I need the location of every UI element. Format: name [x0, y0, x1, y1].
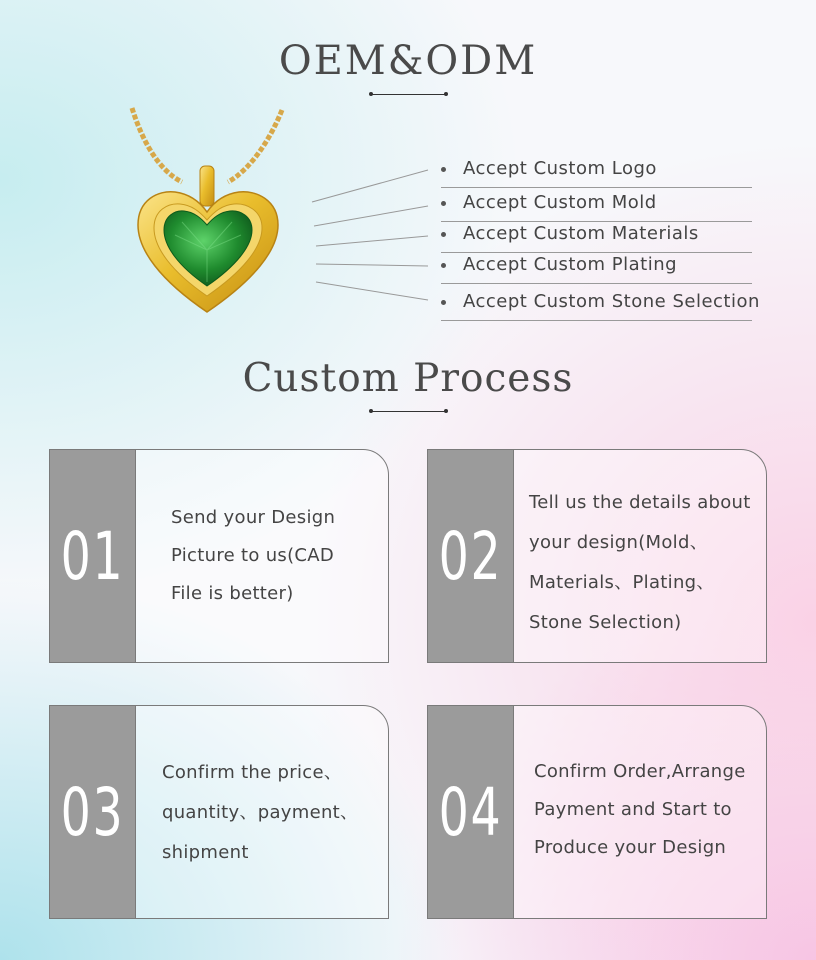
process-step-card: [49, 705, 389, 919]
step-number-block: [428, 450, 514, 662]
bullet-icon: [441, 300, 446, 305]
feature-item: [441, 220, 752, 253]
feature-label: Accept Custom Logo: [463, 158, 657, 179]
process-step-card: [427, 449, 767, 663]
process-step-card: [427, 705, 767, 919]
feature-label: Accept Custom Stone Selection: [463, 291, 760, 312]
process-step-card: [49, 449, 389, 663]
bullet-icon: [441, 232, 446, 237]
step-number: 04: [438, 773, 503, 851]
page-title: OEM&ODM: [278, 38, 538, 84]
bullet-icon: [441, 263, 446, 268]
heart-pendant-image: [120, 100, 300, 320]
feature-item: [441, 251, 752, 284]
step-number: 01: [60, 517, 125, 595]
title-divider: [369, 92, 448, 96]
feature-leader-lines: [300, 160, 440, 320]
step-description: Tell us the details about your design(Mold、 Materials、Plating、 Stone Selection): [529, 492, 751, 633]
title-divider: [369, 409, 448, 413]
feature-label: Accept Custom Materials: [463, 223, 699, 244]
feature-label: Accept Custom Mold: [463, 192, 657, 213]
feature-label: Accept Custom Plating: [463, 254, 678, 275]
bullet-icon: [441, 201, 446, 206]
step-number: 02: [438, 517, 503, 595]
feature-item: [441, 288, 760, 321]
step-description: Send your Design Picture to us(CAD File is better): [171, 507, 336, 604]
feature-item: [441, 189, 752, 222]
feature-item: [441, 155, 752, 188]
step-description: Confirm the price、 quantity、payment、 shipment: [162, 762, 359, 863]
bullet-icon: [441, 167, 446, 172]
step-description: Confirm Order,Arrange Payment and Start to Produce your Design: [534, 761, 746, 858]
step-number-block: [428, 706, 514, 918]
step-number-block: [50, 450, 136, 662]
step-number-block: [50, 706, 136, 918]
section-title: Custom Process: [242, 356, 574, 401]
step-number: 03: [60, 773, 125, 851]
